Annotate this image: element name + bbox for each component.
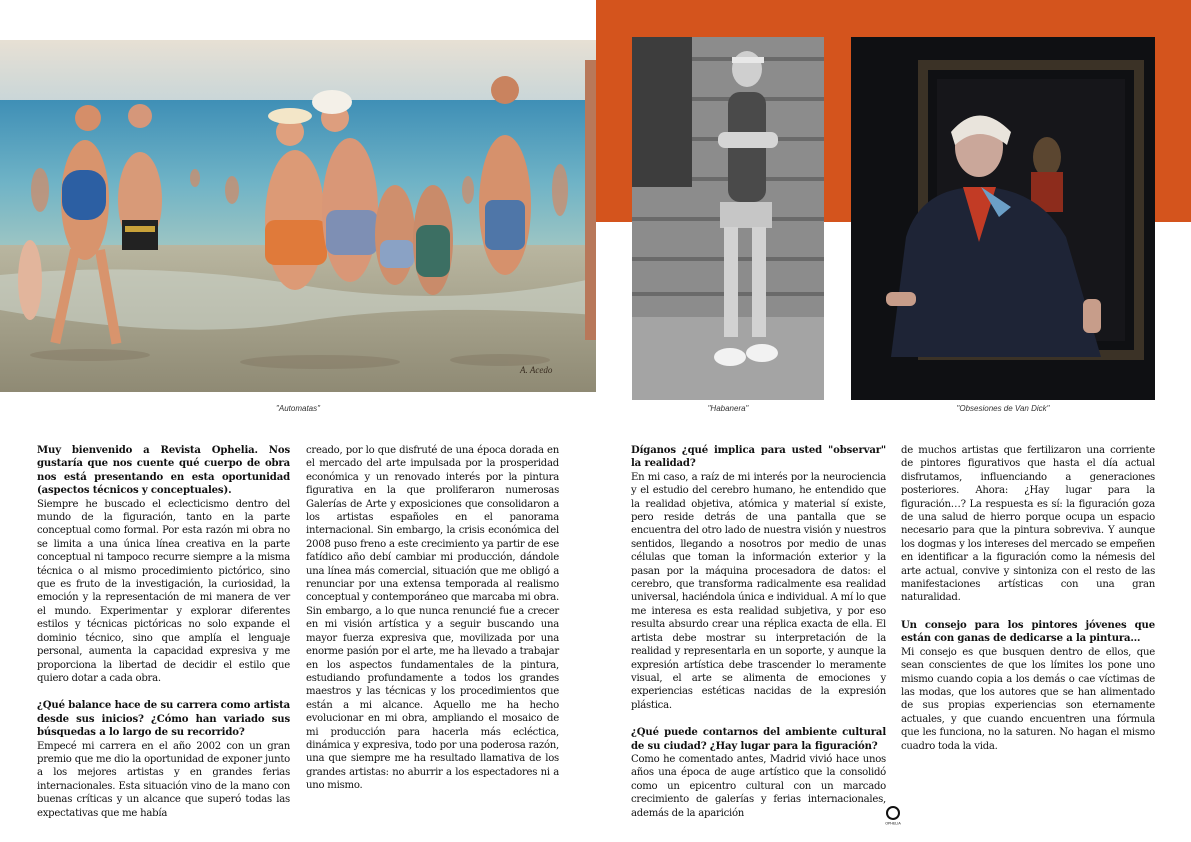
text-column-3 [631,444,886,820]
question-2: ¿Qué balance hace de su carrera como artista desde sus inicios? ¿Cómo han variado sus búsquedas a lo largo de su recorrido? [37,700,290,739]
logo-text: OPHELIA [885,821,901,826]
answer-2-continued: creado, por lo que disfruté de una época dorada en el mercado del arte impulsada por la prosperidad económica y un renovado interés por la pintura figurativa en la que proliferaron numerosas Galerías de Arte y exposiciones que consolidaron a los artistas españoles en el panorama internacional. Sin embargo, la crisis económica del 2008 puso freno a este crecimiento ya partir de ese fatídico año debí cambiar mi producción, dándole una línea más comercial, situación que me obligó a renunciar por una extensa temporada al realismo conceptual y contemporáneo que marcaba mi obra. Sin embargo, a lo que nunca renuncié fue a crecer en mi visión artística y a seguir buscando una mayor fuerza expresiva que, movilizada por una enorme pasión por el arte, me ha llevado a trabajar en los aspectos fundamentales de la pintura, estudiando profundamente a todos los grandes maestros y las técnicas y los procedimientos que están a mi alcance. Aquello me ha hecho evolucionar en mi obra, ampliando el mosaico de mi producción para hacerla más ecléctica, dinámica y expresiva, todo por una poderosa razón, una que siempre me ha resultado llamativa de los grandes artistas: no aburrir a los espectadores ni a uno mismo. [306,445,559,792]
answer-5: Mi consejo es que busquen dentro de ellos, que sean conscientes de que los límites los pone uno mismo cuando copia a los demás o cae víctimas de las modas, que los autores que se han alimentado de sus propias experiencias son eternamente actuales, y que cuando encuentren una fórmula que les funciona, no la saturen. No hagan el mismo cuadro toda la vida. [901,646,1155,752]
photo-habanera [632,37,824,400]
caption-obsesiones: "Obsesiones de Van Dick" [956,404,1050,413]
answer-4-continued: de muchos artistas que fertilizaron una corriente de pintores figurativos que hasta el día actual disfrutamos, influenciando a generaciones posteriores. Ahora: ¿Hay lugar para la figuración…? La respuesta es sí: la figuración goza de una salud de hierro porque ocupa un espacio necesario para que la pintura sobreviva. Y aunque los dogmas y los intereses del mercado se empeñen en identificar a la figuración como la némesis del arte actual, convive y sintoniza con el resto de las manifestaciones artísticas con una gran naturalidad. [901,445,1155,604]
painting-signature: A. Acedo [520,365,553,375]
text-column-4 [901,444,1155,753]
answer-1: Siempre he buscado el eclecticismo dentro del mundo de la figuración, tanto en la parte conceptual como formal. Por esta razón mi obra no se limita a una única línea creativa en la parte conceptual ni tampoco recurre siempre a la misma técnica o al mismo procedimiento pictórico, sino que es fruto de la investigación, la curiosidad, la emoción y la representación de mi manera de ver el mundo. Experimentar y explorar diferentes estilos y técnicas pictóricas no solo expande el dominio técnico, sino que amplía el lenguaje personal, aumenta la capacidad expresiva y me proporciona la libertad de decidir el estilo que quiero dotar a cada obra. [37,498,290,684]
painting-automatas [0,40,596,392]
question-1: Muy bienvenido a Revista Ophelia. Nos gustaría que nos cuente qué cuerpo de obra nos está presentando en esta oportunidad (aspectos técnicos y conceptuales). [37,445,290,497]
answer-4: Como he comentado antes, Madrid vivió hace unos años una época de auge artístico que la consolidó como un epicentro cultural con un marcado crecimiento de galerías y ferias internacionales, además de la aparición [631,753,886,819]
answer-2: Empecé mi carrera en el año 2002 con un gran premio que me dio la oportunidad de exponer junto a los mejores artistas y en grandes ferias internacionales. Esta situación vino de la mano con buenas críticas y un alcance que superó todas las expectativas que me había [37,740,290,819]
question-4: ¿Qué puede contarnos del ambiente cultural de su ciudad? ¿Hay lugar para la figuración? [631,727,886,752]
painting-obsesiones [851,37,1155,400]
answer-3: En mi caso, a raíz de mi interés por la neurociencia y el estudio del cerebro humano, he entendido que la realidad objetiva, atómica y material sí existe, pero reside detrás de una pantalla que se encuentra del otro lado de nuestra visión y nuestros sentidos, llegando a nosotros por medio de unas células que toman la información exterior y la pasan por la máquina procesadora de datos: el cerebro, que transforma radicalmente esa realidad universal, haciéndola única e individual. A mí lo que me interesa es esta realidad subjetiva, y por eso resulta absurdo crear una réplica exacta de ella. El artista debe mostrar su interpretación de la realidad y representarla en un soporte, y aunque la expresión artística debe trascender lo meramente visual, el arte se alimenta de emociones y experiencias estéticas nacidas de la expresión plástica. [631,471,886,711]
text-column-1 [37,444,290,820]
caption-habanera: "Habanera" [707,404,749,413]
caption-automatas: "Automatas" [276,404,320,413]
question-5: Un consejo para los pintores jóvenes que están con ganas de dedicarse a la pintura… [901,619,1155,645]
text-column-2 [306,444,559,793]
ophelia-logo [881,806,905,826]
question-3: Díganos ¿qué implica para usted "observar" la realidad? [631,445,886,470]
